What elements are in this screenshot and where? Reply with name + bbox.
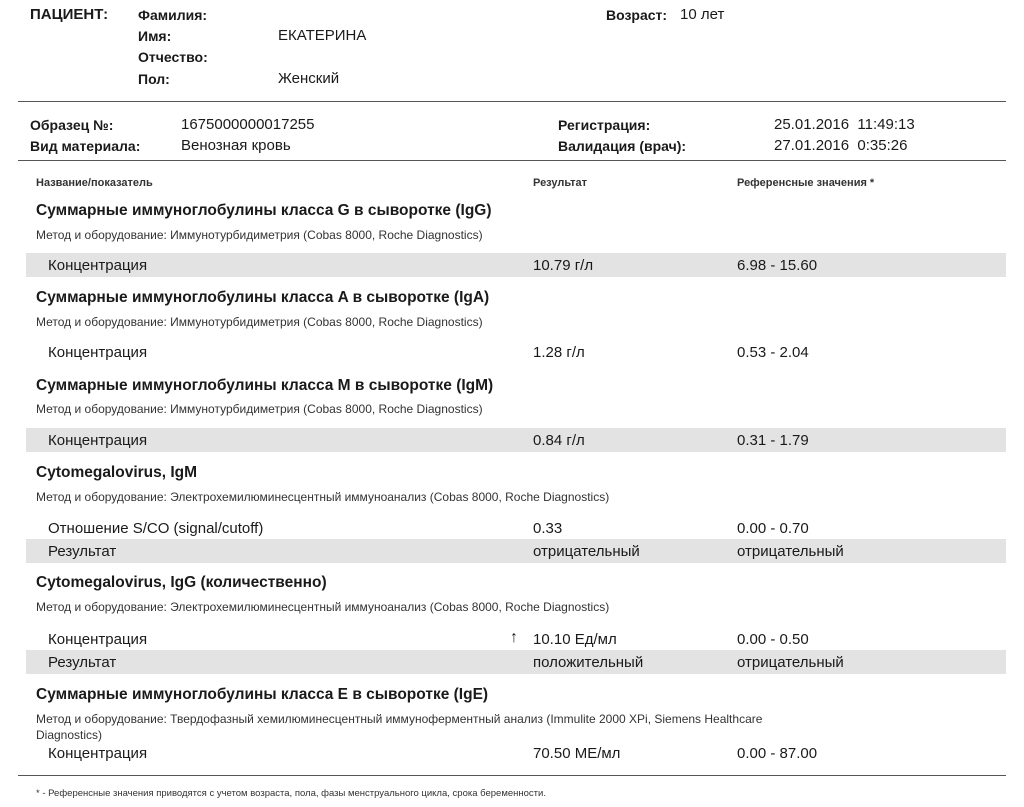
row-reference: 6.98 - 15.60 <box>737 257 818 274</box>
row-band <box>26 428 1006 452</box>
row-reference: 0.00 - 0.70 <box>737 520 809 537</box>
name-label: Имя: <box>138 28 172 44</box>
column-header-reference: Референсные значения * <box>737 177 875 189</box>
validation-value: 27.01.2016 0:35:26 <box>774 137 908 154</box>
arrow-up-icon: ↑ <box>510 629 518 646</box>
test-title: Суммарные иммуноглобулины класса A в сыворотке (IgA) <box>36 289 490 306</box>
registration-value: 25.01.2016 11:49:13 <box>774 116 915 133</box>
row-name: Концентрация <box>48 432 148 449</box>
name-value: ЕКАТЕРИНА <box>278 27 367 44</box>
row-reference: отрицательный <box>737 543 844 560</box>
row-band <box>26 539 1006 563</box>
column-header-name: Название/показатель <box>36 177 153 189</box>
row-name: Концентрация <box>48 631 148 648</box>
test-title: Cytomegalovirus, IgM <box>36 464 198 481</box>
test-method: Метод и оборудование: Иммунотурбидиметрия (Cobas 8000, Roche Diagnostics) <box>36 402 483 416</box>
row-result: 70.50 МЕ/мл <box>533 745 621 762</box>
test-title: Суммарные иммуноглобулины класса G в сыворотке (IgG) <box>36 202 492 219</box>
column-header-result: Результат <box>533 177 588 189</box>
row-band <box>26 650 1006 674</box>
row-reference: 0.31 - 1.79 <box>737 432 809 449</box>
row-name: Концентрация <box>48 745 148 762</box>
row-result: 10.10 Ед/мл <box>533 631 617 648</box>
sex-label: Пол: <box>138 71 170 87</box>
row-result: 0.84 г/л <box>533 432 585 449</box>
test-method: Метод и оборудование: Иммунотурбидиметрия (Cobas 8000, Roche Diagnostics) <box>36 315 483 329</box>
sample-number-label: Образец №: <box>30 117 114 133</box>
test-method: Метод и оборудование: Электрохемилюминесцентный иммуноанализ (Cobas 8000, Roche Diagnostics) <box>36 490 610 504</box>
patronymic-label: Отчество: <box>138 49 208 65</box>
registration-label: Регистрация: <box>558 117 651 133</box>
test-title: Cytomegalovirus, IgG (количественно) <box>36 574 327 591</box>
test-title: Суммарные иммуноглобулины класса E в сыворотке (IgE) <box>36 686 489 703</box>
row-result: отрицательный <box>533 543 640 560</box>
row-result: 10.79 г/л <box>533 257 594 274</box>
sample-divider <box>18 160 1006 161</box>
row-reference: 0.00 - 0.50 <box>737 631 809 648</box>
footer-divider <box>18 775 1006 776</box>
footnote: * - Референсные значения приводятся с учетом возраста, пола, фазы менструального цикла, срока беременности. <box>36 788 546 799</box>
row-band <box>26 253 1006 277</box>
test-method-continued: Diagnostics) <box>36 728 103 742</box>
row-result: 0.33 <box>533 520 563 537</box>
row-reference: 0.00 - 87.00 <box>737 745 818 762</box>
row-result: 1.28 г/л <box>533 344 585 361</box>
sample-number-value: 1675000000017255 <box>181 116 315 133</box>
surname-label: Фамилия: <box>138 7 208 23</box>
test-method: Метод и оборудование: Твердофазный хемилюминесцентный иммуноферментный анализ (Immulite 2000 XPi, Siemens Healthcare <box>36 712 763 726</box>
sex-value: Женский <box>278 70 340 87</box>
row-reference: 0.53 - 2.04 <box>737 344 809 361</box>
validation-label: Валидация (врач): <box>558 138 687 154</box>
header-divider <box>18 101 1006 102</box>
row-name: Результат <box>48 654 117 671</box>
material-label: Вид материала: <box>30 138 141 154</box>
test-method: Метод и оборудование: Электрохемилюминесцентный иммуноанализ (Cobas 8000, Roche Diagnostics) <box>36 600 610 614</box>
row-name: Отношение S/CO (signal/cutoff) <box>48 520 264 537</box>
patient-section-label: ПАЦИЕНТ: <box>30 6 109 23</box>
age-label: Возраст: <box>606 7 668 23</box>
material-value: Венозная кровь <box>181 137 291 154</box>
row-name: Результат <box>48 543 117 560</box>
test-method: Метод и оборудование: Иммунотурбидиметрия (Cobas 8000, Roche Diagnostics) <box>36 228 483 242</box>
row-name: Концентрация <box>48 257 148 274</box>
test-title: Суммарные иммуноглобулины класса M в сыворотке (IgM) <box>36 377 494 394</box>
row-name: Концентрация <box>48 344 148 361</box>
row-reference: отрицательный <box>737 654 844 671</box>
row-result: положительный <box>533 654 644 671</box>
age-value: 10 лет <box>680 6 725 23</box>
